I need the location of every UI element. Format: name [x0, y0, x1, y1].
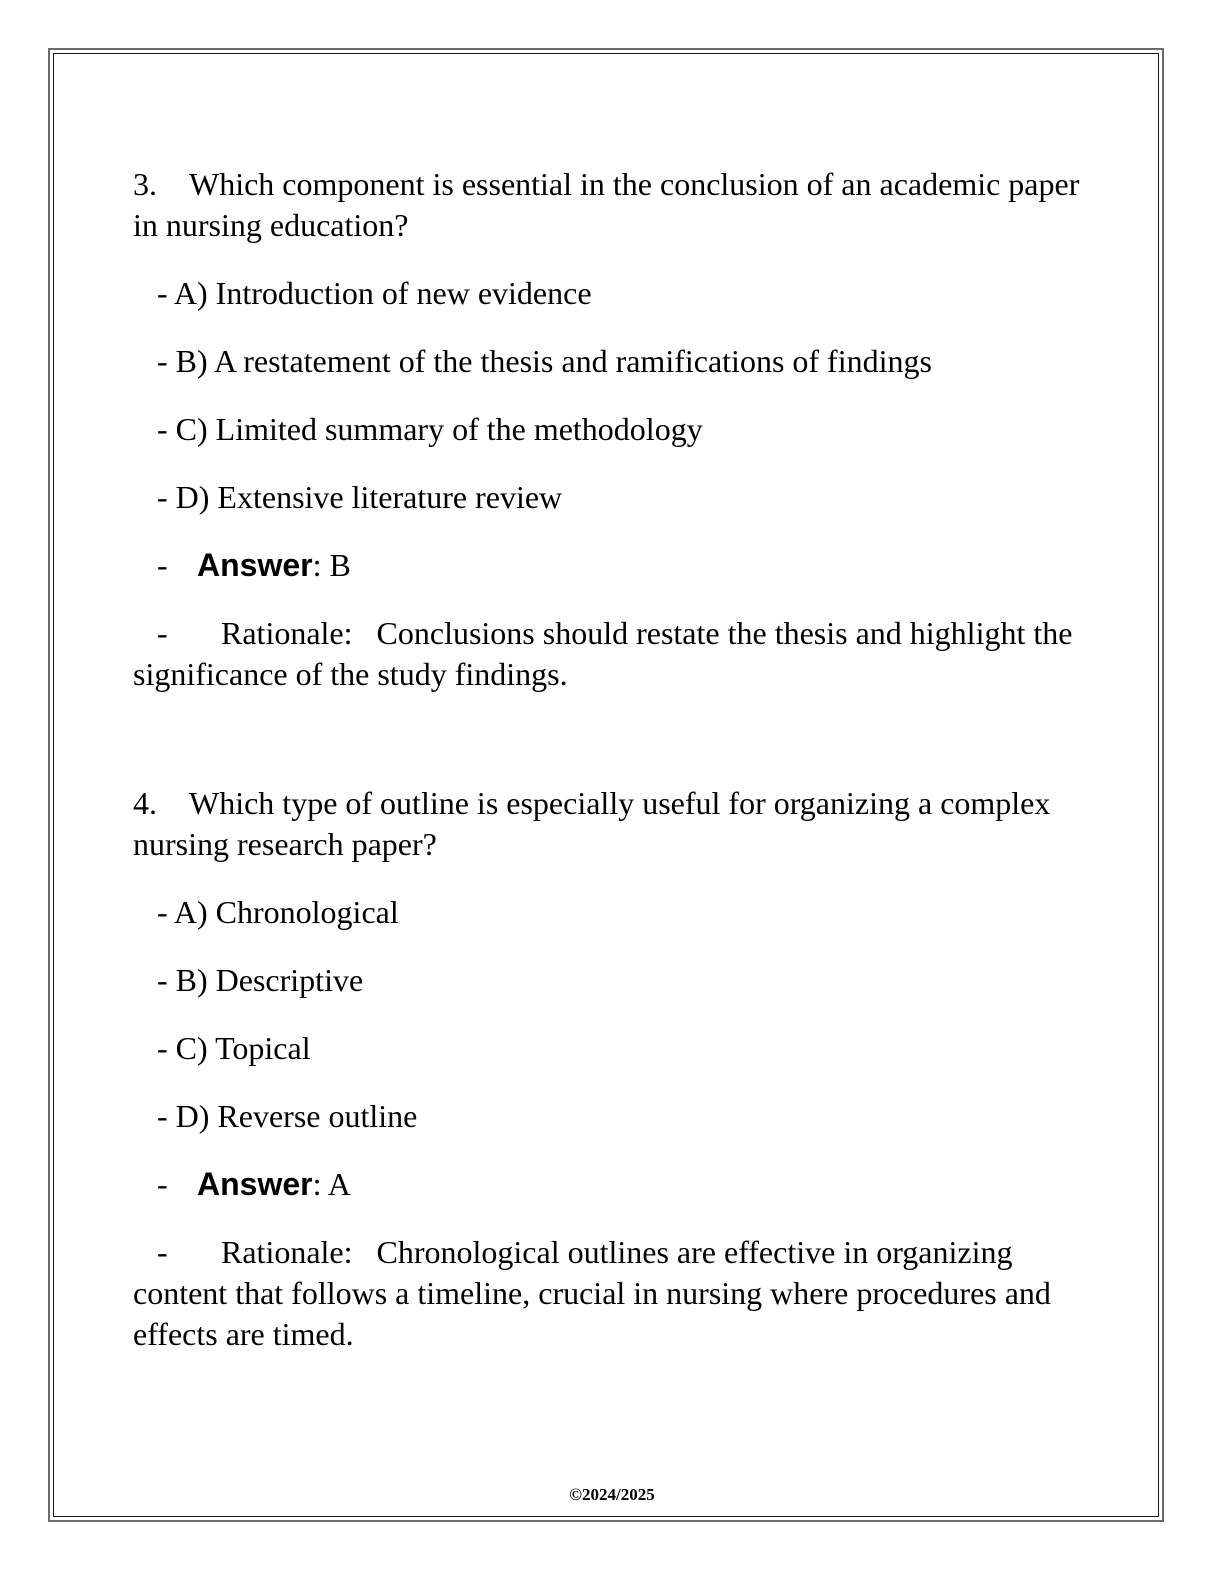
answer-dash: -	[157, 547, 168, 583]
answer-dash: -	[157, 1166, 168, 1202]
question-number: 3.	[133, 166, 157, 202]
answer-line	[157, 545, 1093, 586]
rationale-label: Rationale:	[221, 615, 353, 651]
question-block	[133, 164, 1093, 695]
rationale-dash: -	[157, 1234, 168, 1270]
answer-line	[157, 1164, 1093, 1205]
question-text	[133, 783, 1093, 865]
question-block	[133, 783, 1093, 1355]
copyright-footer: ©2024/2025	[569, 1485, 655, 1504]
rationale	[133, 613, 1093, 695]
option-b: - B) A restatement of the thesis and ramifications of findings	[157, 343, 932, 379]
page-content	[133, 164, 1093, 1355]
option-c: - C) Limited summary of the methodology	[157, 411, 703, 447]
rationale	[133, 1232, 1093, 1355]
rationale-text: Chronological outlines are effective in organizing content that follows a timeline, crucial in nursing where procedures and effects are timed.	[133, 1234, 1051, 1352]
question-stem: Which type of outline is especially useful for organizing a complex nursing research paper?	[133, 785, 1051, 862]
rationale-text: Conclusions should restate the thesis and highlight the significance of the study findings.	[133, 615, 1073, 692]
option-d: - D) Extensive literature review	[157, 479, 563, 515]
question-text	[133, 164, 1093, 246]
option-a: - A) Chronological	[157, 894, 399, 930]
answer-label: Answer	[197, 547, 313, 583]
answer-value: : A	[312, 1166, 351, 1202]
option-a: - A) Introduction of new evidence	[157, 275, 592, 311]
answer-label: Answer	[197, 1166, 313, 1202]
question-number: 4.	[133, 785, 157, 821]
option-c: - C) Topical	[157, 1030, 311, 1066]
option-b: - B) Descriptive	[157, 962, 364, 998]
question-stem: Which component is essential in the conclusion of an academic paper in nursing education?	[133, 166, 1080, 243]
question-spacer	[133, 695, 1093, 783]
rationale-dash: -	[157, 615, 168, 651]
rationale-label: Rationale:	[221, 1234, 353, 1270]
option-d: - D) Reverse outline	[157, 1098, 418, 1134]
answer-value: : B	[312, 547, 351, 583]
